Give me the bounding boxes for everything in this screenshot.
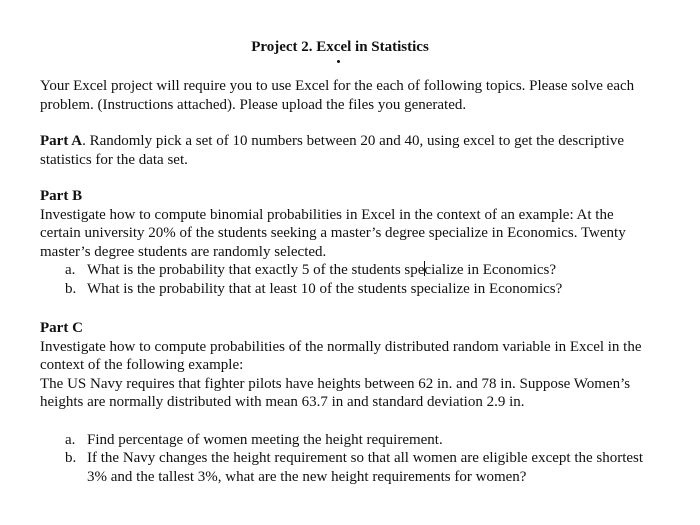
list-marker: a.	[65, 431, 76, 448]
list-item	[40, 261, 650, 280]
part-b-text: Investigate how to compute binomial probabilities in Excel in the context of an example: At the certain university 20% of the students seeking a master’s degree specialize in Economics. Twenty master’s degree students are randomly selected.	[40, 206, 626, 260]
intro-text: Your Excel project will require you to use Excel for the each of following topics. Please solve each problem. (Instructions attached). Please upload the files you generated.	[40, 78, 635, 113]
part-b-section	[40, 187, 650, 298]
part-b-question-list	[40, 261, 650, 298]
part-c-section	[40, 319, 650, 486]
part-a-text: . Randomly pick a set of 10 numbers between 20 and 40, using excel to get the descriptive statistics for the data set.	[40, 133, 625, 168]
part-a-label: Part A	[40, 133, 83, 149]
question-text: What is the probability that exactly 5 of the students spe	[87, 262, 425, 278]
list-marker: b.	[65, 280, 77, 297]
list-item	[40, 449, 650, 486]
question-text: If the Navy changes the height requirement so that all women are eligible except the shortest 3% and the tallest 3%, what are the new height requirements for women?	[87, 450, 644, 485]
part-c-question-list	[40, 431, 650, 487]
part-a-paragraph	[40, 132, 650, 169]
intro-paragraph	[40, 77, 650, 114]
part-a-section	[40, 132, 650, 169]
list-item	[40, 280, 650, 299]
list-marker: b.	[65, 450, 77, 466]
question-text: Find percentage of women meeting the height requirement.	[87, 431, 443, 448]
part-c-text: Investigate how to compute probabilities of the normally distributed random variable in Excel in the context of the following example:	[40, 338, 642, 373]
list-item	[40, 431, 650, 450]
question-text-continued: cialize in Economics?	[424, 262, 557, 278]
part-c-example: The US Navy requires that fighter pilots have heights between 62 in. and 78 in. Suppose Women’s heights are normally distributed with mean 63.7 in and standard deviation 2.9 in.	[40, 375, 631, 410]
list-marker: a.	[65, 262, 76, 278]
part-c-heading: Part C	[40, 320, 83, 336]
part-b-heading: Part B	[40, 188, 83, 204]
document-title: Project 2. Excel in Statistics	[251, 39, 429, 55]
question-text: What is the probability that at least 10 of the students specialize in Economics?	[87, 280, 563, 297]
bullet-dot-decoration	[337, 60, 340, 63]
